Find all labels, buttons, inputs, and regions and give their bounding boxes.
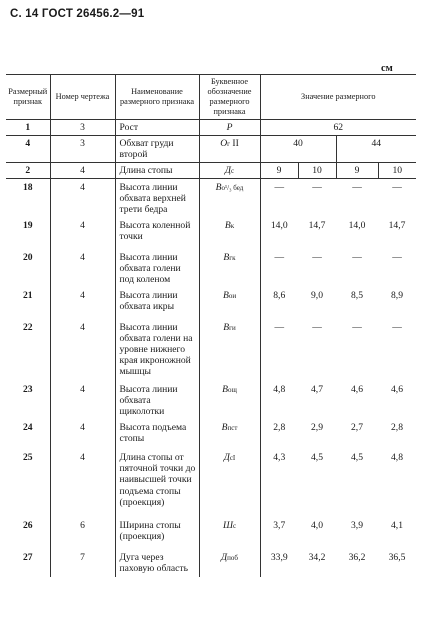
row-value: — [260, 249, 298, 287]
table-row-param-foot [6, 163, 416, 179]
row-value: 4,5 [311, 452, 323, 464]
row-value: — [352, 182, 362, 194]
row-value: 34,2 [308, 552, 326, 564]
row-value: 4,6 [351, 384, 363, 396]
row-symbol: Вк [199, 217, 260, 249]
row-value: — [312, 182, 322, 194]
row-symbol: Дс [199, 163, 260, 179]
header-values: Значение размерного [260, 75, 416, 120]
row-id: 26 [22, 520, 33, 532]
row-id: 4 [6, 136, 50, 163]
row-value: 4,8 [391, 452, 403, 464]
row-value: 9 [260, 163, 298, 179]
table-row [6, 419, 416, 449]
table-row [6, 287, 416, 319]
row-name: Обхват груди второй [115, 136, 199, 163]
table-row-param-height [6, 120, 416, 136]
table-row-param-chest [6, 136, 416, 163]
row-value: 9,0 [311, 290, 323, 302]
row-value: 2,9 [311, 422, 323, 434]
row-value: 14,7 [388, 220, 406, 232]
unit-label: см [381, 63, 393, 74]
row-value: — [260, 179, 298, 218]
row-value: 4,1 [391, 520, 403, 532]
row-value: 14,0 [348, 220, 366, 232]
row-value-pair: 44 [336, 136, 416, 163]
row-name: Высота линии обхвата голени на уровне нижнего края икроножной мышцы [115, 319, 199, 381]
row-value: — [312, 322, 322, 334]
row-symbol: Р [199, 120, 260, 136]
row-value: 33,9 [260, 549, 298, 577]
row-value: 8,6 [260, 287, 298, 319]
row-value: 14,0 [260, 217, 298, 249]
table-row [6, 319, 416, 381]
row-id: 25 [22, 452, 33, 464]
row-id: 23 [22, 384, 33, 396]
row-value: — [260, 319, 298, 381]
row-id: 18 [22, 182, 33, 194]
row-id: 2 [6, 163, 50, 179]
row-value: 3,7 [260, 517, 298, 549]
row-value-pair: 40 [260, 136, 336, 163]
row-name: Высота подъема стопы [115, 419, 199, 449]
table-row [6, 517, 416, 549]
row-symbol: Вгк [199, 249, 260, 287]
row-name: Высота линии обхвата щиколотки [115, 381, 199, 419]
row-drawing: 4 [50, 449, 115, 517]
row-name: Рост [115, 120, 199, 136]
row-drawing: 4 [50, 319, 115, 381]
row-id: 20 [22, 252, 33, 264]
row-value: 8,5 [351, 290, 363, 302]
row-drawing: 7 [50, 549, 115, 577]
row-value: 4,0 [311, 520, 323, 532]
table-row [6, 179, 416, 218]
row-value: — [352, 322, 362, 334]
row-name: Высота линии обхвата икры [115, 287, 199, 319]
row-value: — [352, 252, 362, 264]
row-value: 2,7 [351, 422, 363, 434]
row-name: Дуга через паховую область [115, 549, 199, 577]
header-symbol: Буквенное обозначение размерного признака [199, 75, 260, 120]
header-name: Наименование размерного признака [115, 75, 199, 120]
row-symbol: Впст [199, 419, 260, 449]
row-value-span: 62 [260, 120, 416, 136]
row-drawing: 4 [50, 217, 115, 249]
table-row [6, 217, 416, 249]
row-symbol: Вощ [199, 381, 260, 419]
row-name: Высота коленной точки [115, 217, 199, 249]
row-value: 14,7 [308, 220, 326, 232]
row-value: 10 [378, 163, 416, 179]
row-value: 4,5 [351, 452, 363, 464]
row-symbol: Во¹/₃ бед [199, 179, 260, 218]
row-name: Высота линии обхвата верхней трети бедра [115, 179, 199, 218]
size-table [6, 74, 416, 577]
row-symbol: Вги [199, 319, 260, 381]
row-id: 19 [22, 220, 33, 232]
row-name: Высота линии обхвата голени под коленом [115, 249, 199, 287]
row-value: — [392, 182, 402, 194]
row-value: — [392, 252, 402, 264]
row-value: 36,5 [388, 552, 406, 564]
row-id: 22 [22, 322, 33, 334]
row-symbol: Дпоб [199, 549, 260, 577]
row-value: 2,8 [260, 419, 298, 449]
row-id: 21 [22, 290, 33, 302]
row-drawing: 4 [50, 179, 115, 218]
row-drawing: 4 [50, 381, 115, 419]
row-drawing: 3 [50, 120, 115, 136]
page-header: С. 14 ГОСТ 26456.2—91 [10, 8, 145, 20]
row-drawing: 3 [50, 136, 115, 163]
row-id: 24 [22, 422, 33, 434]
row-value: 36,2 [348, 552, 366, 564]
row-id: 27 [22, 552, 33, 564]
header-row [6, 75, 416, 120]
row-value: 10 [298, 163, 336, 179]
row-symbol: Ог II [199, 136, 260, 163]
table-row [6, 381, 416, 419]
row-drawing: 4 [50, 419, 115, 449]
header-drawing-no: Номер чертежа [50, 75, 115, 120]
row-name: Ширина стопы (проекция) [115, 517, 199, 549]
row-value: 4,8 [260, 381, 298, 419]
row-value: 4,3 [260, 449, 298, 517]
row-value: 8,9 [391, 290, 403, 302]
row-name: Длина стопы [115, 163, 199, 179]
table-row [6, 449, 416, 517]
table-body [6, 120, 416, 578]
row-value: 9 [336, 163, 378, 179]
row-symbol: ДсI [199, 449, 260, 517]
row-symbol: Шс [199, 517, 260, 549]
row-value: — [312, 252, 322, 264]
row-value: 3,9 [351, 520, 363, 532]
row-name: Длина стопы от пяточной точки до наивысшей точки подъема стопы (проекция) [115, 449, 199, 517]
row-drawing: 4 [50, 249, 115, 287]
header-size-feature: Размерный признак [6, 75, 50, 120]
row-drawing: 4 [50, 163, 115, 179]
row-value: 2,8 [391, 422, 403, 434]
row-symbol: Вои [199, 287, 260, 319]
table-row [6, 549, 416, 577]
row-id: 1 [6, 120, 50, 136]
row-drawing: 6 [50, 517, 115, 549]
row-value: 4,6 [391, 384, 403, 396]
table-row [6, 249, 416, 287]
row-drawing: 4 [50, 287, 115, 319]
row-value: — [392, 322, 402, 334]
row-value: 4,7 [311, 384, 323, 396]
